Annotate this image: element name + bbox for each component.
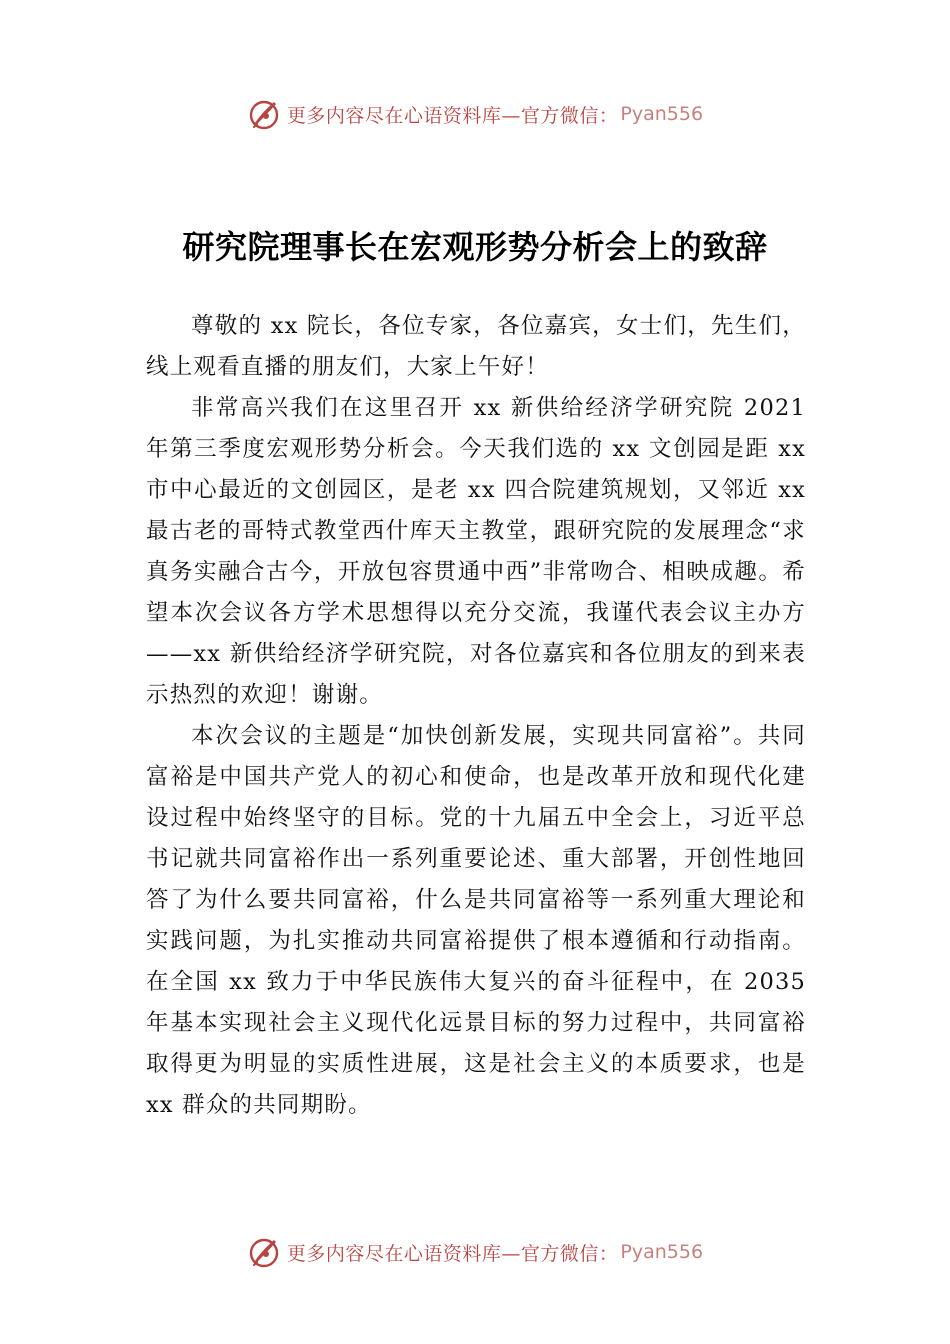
pen-circle-logo-icon xyxy=(247,97,281,131)
footer-banner-wechat: Pyan556 xyxy=(620,1241,704,1263)
header-banner xyxy=(0,94,950,134)
footer-banner-text: 更多内容尽在心语资料库—官方微信： xyxy=(286,1242,619,1265)
paragraph-greeting: 尊敬的 xx 院长，各位专家，各位嘉宾，女士们，先生们，线上观看直播的朋友们，大家上午好！ xyxy=(146,313,806,380)
paragraph-theme: 本次会议的主题是“加快创新发展，实现共同富裕”。共同富裕是中国共产党人的初心和使命，也是改革开放和现代化建设过程中始终坚守的目标。党的十九届五中全会上，习近平总书记就共同富裕作出一系列重要论述、重大部署，开创性地回答了为什么要共同富裕，什么是共同富裕等一系列重大理论和实践问题，为扎实推动共同富裕提供了根本遵循和行动指南。在全国 xx 致力于中华民族伟大复兴的奋斗征程中，在 2035 年基本实现社会主义现代化远景目标的努力过程中，共同富裕取得更为明显的实质性进展，这是社会主义的本质要求，也是 xx 群众的共同期盼。 xyxy=(146,723,806,1118)
header-banner-text: 更多内容尽在心语资料库—官方微信： xyxy=(286,104,619,127)
pen-circle-logo-icon xyxy=(247,1235,281,1269)
footer-banner xyxy=(0,1232,950,1272)
paragraph-welcome: 非常高兴我们在这里召开 xx 新供给经济学研究院 2021 年第三季度宏观形势分析会。今天我们选的 xx 文创园是距 xx 市中心最近的文创园区，是老 xx 四合院建筑规划，又邻近 xx 最古老的哥特式教堂西什库天主教堂，跟研究院的发展理念“求真务实融合古今，开放包容贯通中西”非常吻合、相映成趣。希望本次会议各方学术思想得以充分交流，我谨代表会议主办方——xx 新供给经济学研究院，对各位嘉宾和各位朋友的到来表示热烈的欢迎！谢谢。 xyxy=(146,395,806,708)
header-banner-wechat: Pyan556 xyxy=(620,103,704,125)
document-title: 研究院理事长在宏观形势分析会上的致辞 xyxy=(182,228,768,266)
document-body xyxy=(146,306,806,1126)
